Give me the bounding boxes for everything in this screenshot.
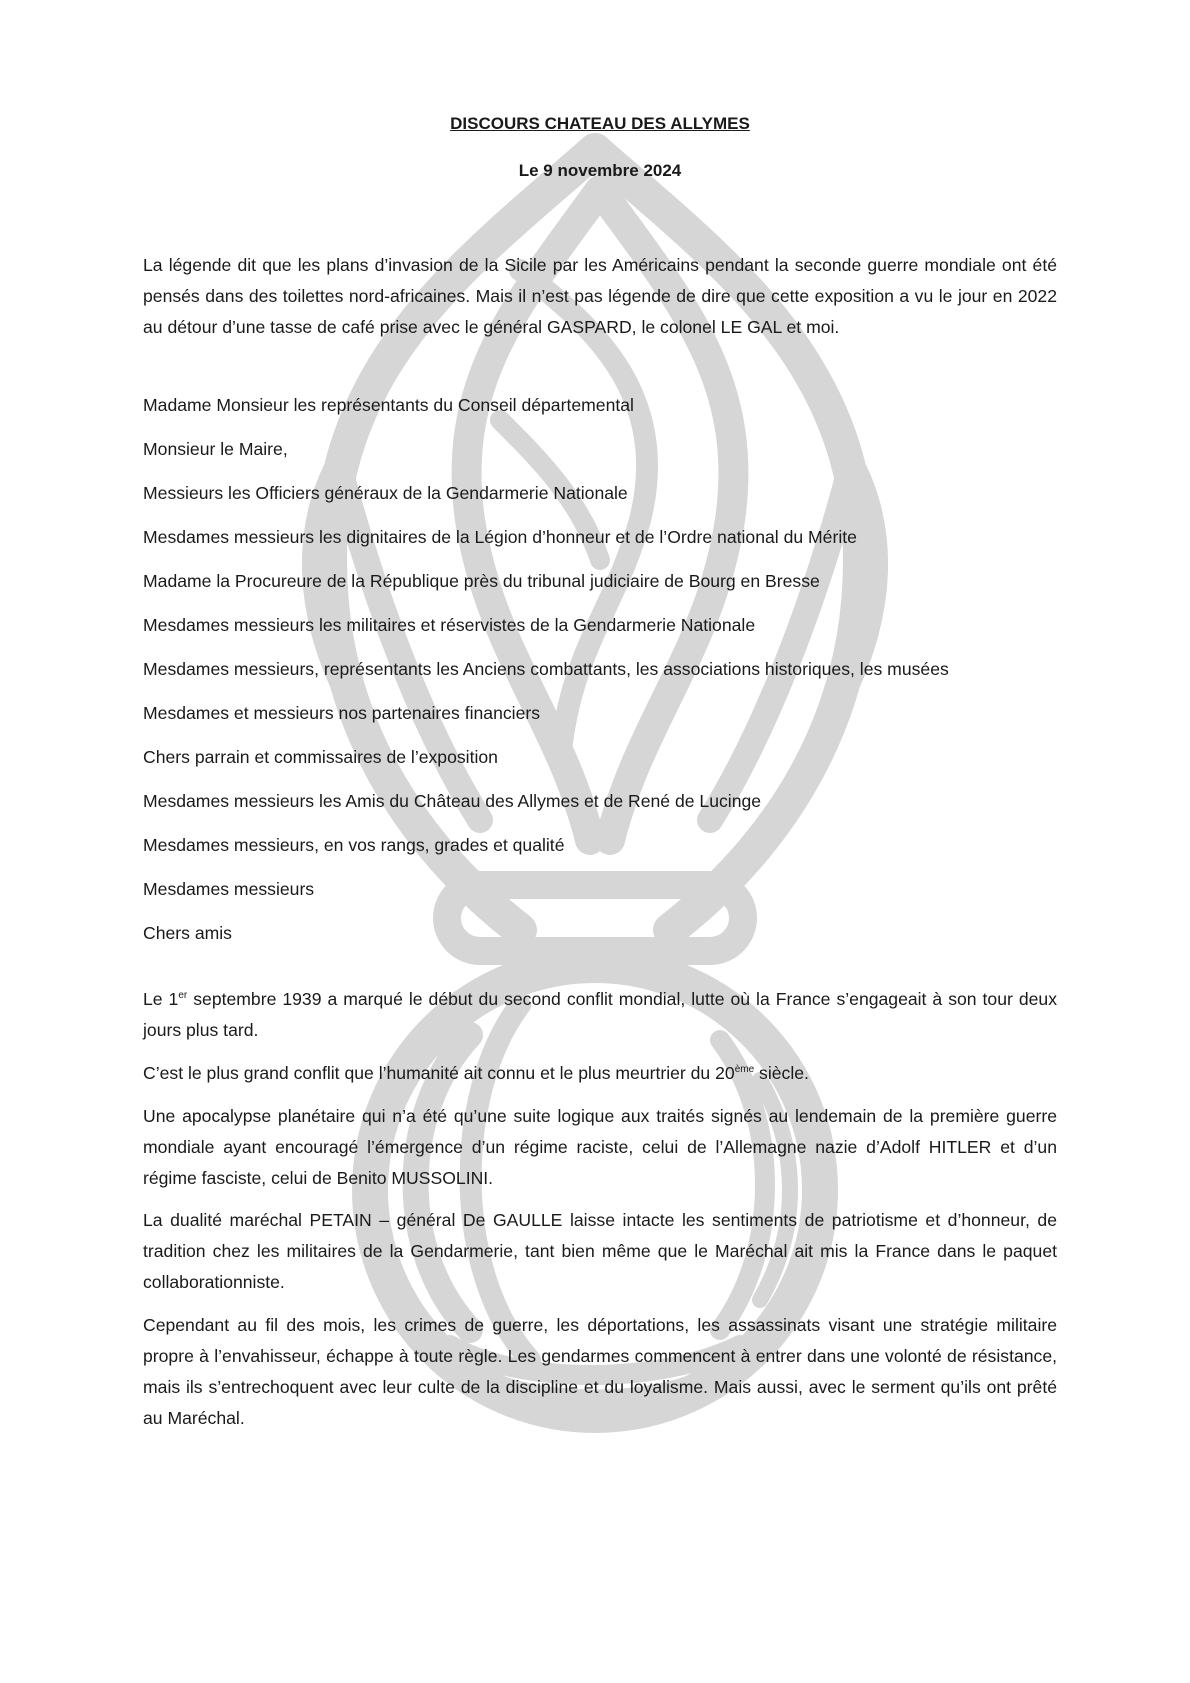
- paragraph-4: La dualité maréchal PETAIN – général De GAULLE laisse intacte les sentiments de patriotisme et d’honneur, de tradition chez les militaires de la Gendarmerie, tant bien même que le Maréchal ait mis la France dans le paquet collaborationniste.: [143, 1210, 1057, 1292]
- salutation-line: Madame Monsieur les représentants du Conseil départemental: [143, 395, 634, 415]
- intro-paragraph: La légende dit que les plans d’invasion de la Sicile par les Américains pendant la seconde guerre mondiale ont été pensés dans des toilettes nord-africaines. Mais il n’est pas légende de dire que cette exposition a vu le jour en 2022 au détour d’une tasse de café prise avec le général GASPARD, le colonel LE GAL et moi.: [143, 255, 1057, 337]
- paragraph-1-start: Le 1: [143, 989, 179, 1009]
- salutation-line: Mesdames messieurs: [143, 879, 315, 899]
- salutation-line: Mesdames messieurs les Amis du Château des Allymes et de René de Lucinge: [143, 791, 762, 811]
- salutation-line: Chers parrain et commissaires de l’exposition: [143, 747, 498, 767]
- paragraph-1: [143, 984, 1057, 1046]
- salutation-line: Messieurs les Officiers généraux de la Gendarmerie Nationale: [143, 483, 628, 503]
- paragraph-2-start: C’est le plus grand conflit que l’humanité ait connu et le plus meurtrier du 20: [143, 1063, 735, 1083]
- salutation-line: Mesdames et messieurs nos partenaires financiers: [143, 703, 541, 723]
- paragraph-5: Cependant au fil des mois, les crimes de guerre, les déportations, les assassinats visant une stratégie militaire propre à l’envahisseur, échappe à toute règle. Les gendarmes commencent à entrer dans une volonté de résistance, mais ils s’entrechoquent avec leur culte de la discipline et du loyalisme. Mais aussi, avec le serment qu’ils ont prêté au Maréchal.: [143, 1315, 1057, 1428]
- document-date: Le 9 novembre 2024: [518, 161, 682, 180]
- salutation-line: Madame la Procureure de la République près du tribunal judiciaire de Bourg en Bresse: [143, 571, 820, 591]
- salutation-line: Chers amis: [143, 923, 232, 943]
- paragraph-2: [143, 1058, 1057, 1089]
- document-title: DISCOURS CHATEAU DES ALLYMES: [450, 114, 750, 133]
- paragraph-3: Une apocalypse planétaire qui n’a été qu’une suite logique aux traités signés au lendemain de la première guerre mondiale ayant encouragé l’émergence d’un régime raciste, celui de l’Allemagne nazie d’Adolf HITLER et d’un régime fasciste, celui de Benito MUSSOLINI.: [143, 1106, 1057, 1188]
- paragraph-1-end: septembre 1939 a marqué le début du second conflit mondial, lutte où la France s’engageait à son tour deux jours plus tard.: [143, 989, 1057, 1040]
- paragraph-1-superscript: er: [178, 990, 188, 1001]
- salutation-line: Mesdames messieurs les dignitaires de la Légion d’honneur et de l’Ordre national du Mérite: [143, 527, 857, 547]
- salutation-line: Mesdames messieurs les militaires et réservistes de la Gendarmerie Nationale: [143, 615, 756, 635]
- paragraph-2-superscript: ème: [734, 1064, 755, 1075]
- salutation-line: Mesdames messieurs, représentants les Anciens combattants, les associations historiques, les musées: [143, 659, 949, 679]
- salutation-line: Monsieur le Maire,: [143, 439, 288, 459]
- paragraph-2-end: siècle.: [754, 1063, 809, 1083]
- salutation-line: Mesdames messieurs, en vos rangs, grades et qualité: [143, 835, 565, 855]
